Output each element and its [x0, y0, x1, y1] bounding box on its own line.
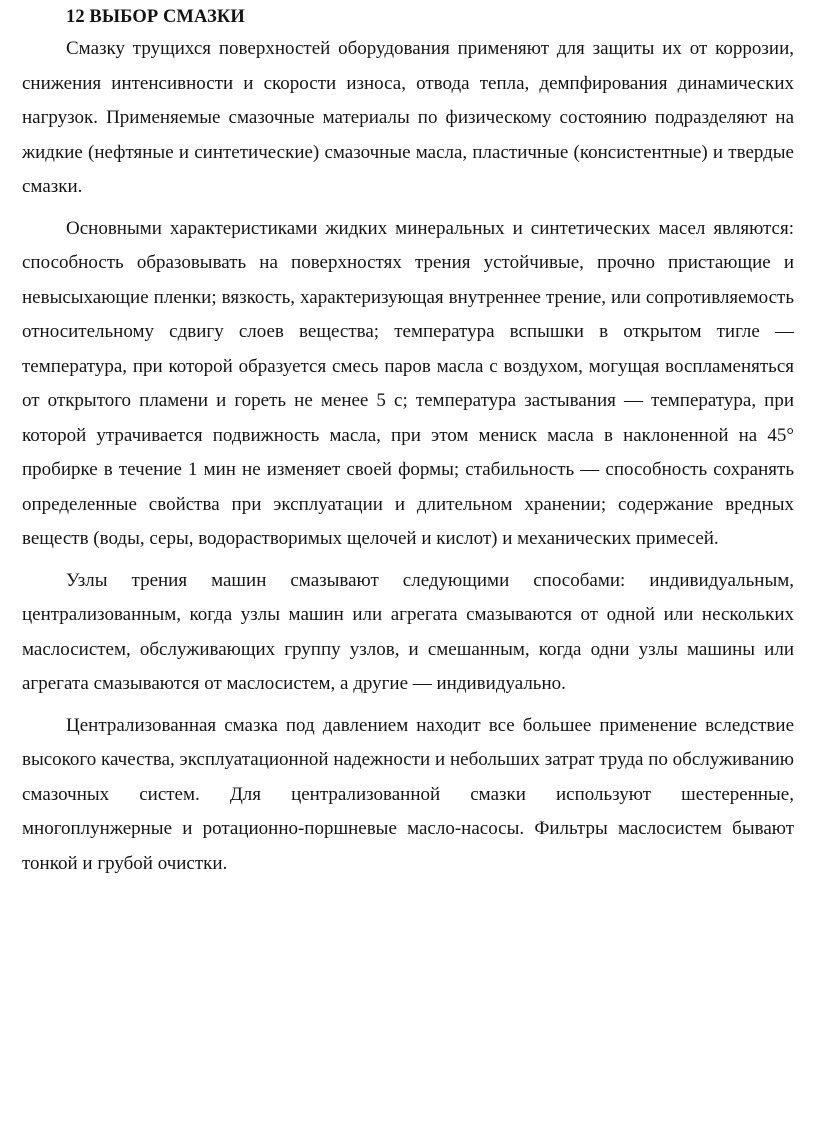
- paragraph-centralized-lubrication: Централизованная смазка под давлением находит все большее применение вследствие высокого качества, эксплуатационной надежности и небольших затрат труда по обслуживанию смазочных систем. Для централизованной смазки используют шестеренные, многоплунжерные и ротационно-поршневые масло-насосы. Фильтры маслосистем бывают тонкой и грубой очистки.: [22, 714, 794, 874]
- section-heading: 12 ВЫБОР СМАЗКИ: [66, 7, 245, 27]
- paragraph-lubrication-methods: Узлы трения машин смазывают следующими способами: индивидуальным, централизованным, когда узлы машин или агрегата смазываются от одной или нескольких маслосистем, обслуживающих группу узлов, и смешанным, когда одни узлы машины или агрегата смазываются от маслосистем, а другие — индивидуально.: [22, 569, 794, 694]
- paragraph-oil-characteristics: Основными характеристиками жидких минеральных и синтетических масел являются: способность образовывать на поверхностях трения устойчивые, прочно пристающие и невысыхающие пленки; вязкость, характеризующая внутреннее трение, или сопротивляемость относительному сдвигу слоев вещества; температура вспышки в открытом тигле — температура, при которой образуется смесь паров масла с воздухом, могущая воспламеняться от открытого пламени и гореть не менее 5 с; температура застывания — температура, при которой утрачивается подвижность масла, при этом мениск масла в наклоненной на 45° пробирке в течение 1 мин не изменяет своей формы; стабильность — способность сохранять определенные свойства при эксплуатации и длительном хранении; содержание вредных веществ (воды, серы, водорастворимых щелочей и кислот) и механических примесей.: [22, 217, 794, 549]
- document-page: [22, 0, 794, 888]
- paragraph-lubrication-purpose: Смазку трущихся поверхностей оборудования применяют для защиты их от коррозии, снижения интенсивности и скорости износа, отвода тепла, демпфирования динамических нагрузок. Применяемые смазочные материалы по физическому состоянию подразделяют на жидкие (нефтяные и синтетические) смазочные масла, пластичные (консистентные) и твердые смазки.: [22, 38, 794, 197]
